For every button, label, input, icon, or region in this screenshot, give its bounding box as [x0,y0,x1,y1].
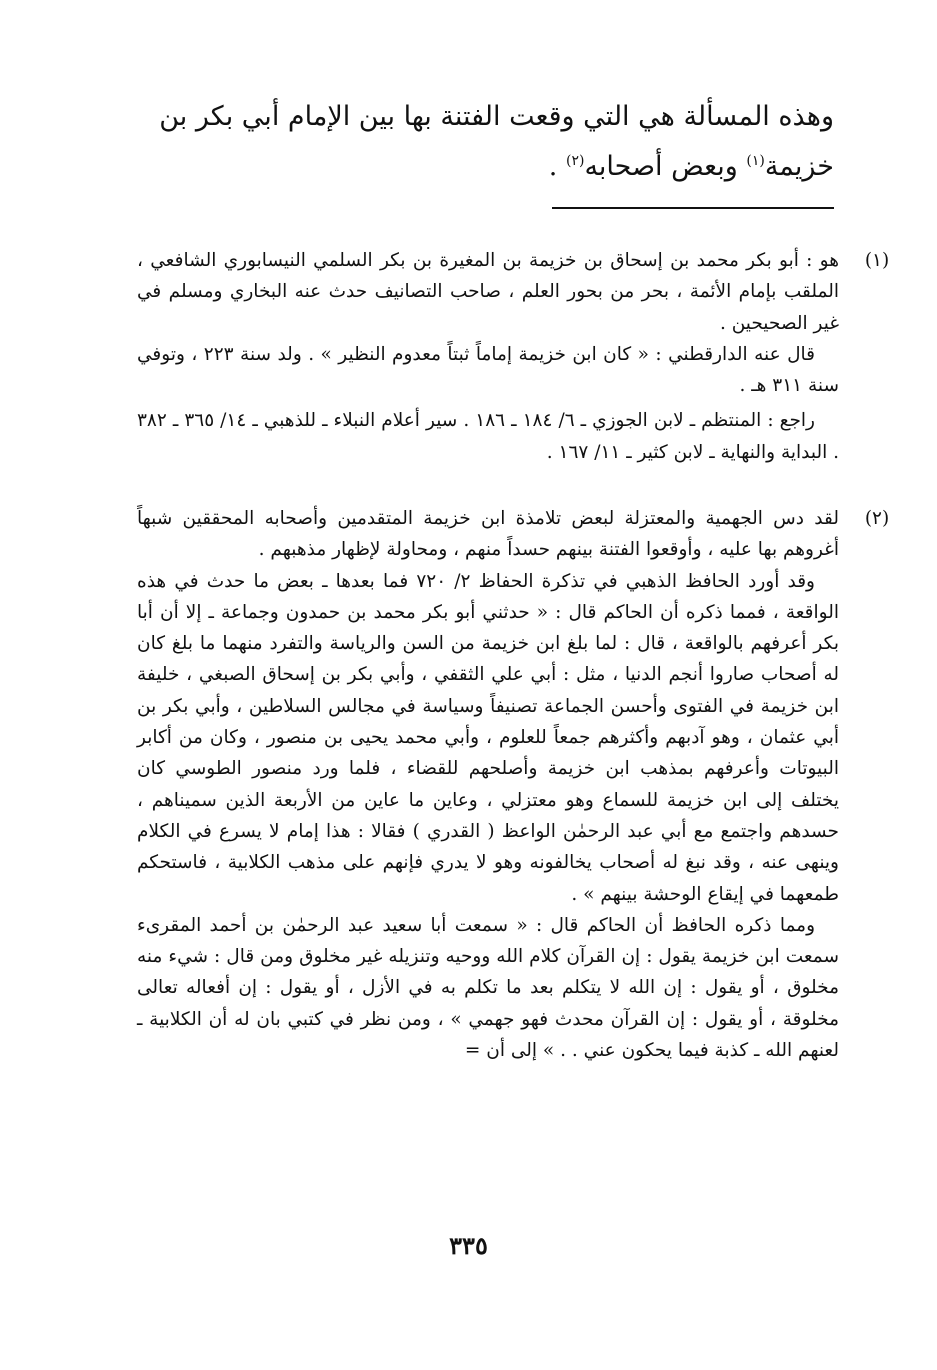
footnote-paragraph: ومما ذكره الحافظ أن الحاكم قال : « سمعت أبا سعيد عبد الرحمٰن بن أحمد المقرىء سمعت ابن خزيمة يقول : إن القرآن كلام الله ووحيه وتنزيله غير مخلوق ومن قال : شيء منه مخلوق ، أو يقول : إن الله لا يتكلم بعد ما تكلم به في الأزل ، أو يقول : إن أفعاله تعالى مخلوقة ، أو يقول : إن القرآن محدث فهو جهمي » ، ومن نظر في كتبي بان له أن الكلابية ـ لعنهم الله ـ كذبة فيما يحكون عني . . » إلى أن = [137,914,839,1062]
main-line-2-start: خزيمة [764,151,834,182]
main-line-1: وهذه المسألة هي التي وقعت الفتنة بها بين الإمام أبي بكر بن [159,101,834,132]
footnote-paragraph: قال عنه الدارقطني : « كان ابن خزيمة إماماً ثبتاً معدوم النظير » . ولد سنة ٢٢٣ ، وتوفي سنة ٣١١ هـ . [137,343,839,397]
footnote-number: (٢) [864,508,890,529]
footnote-paragraph: هو : أبو بكر محمد بن إسحاق بن خزيمة بن المغيرة بن بكر السلمي النيسابوري الشافعي ، الملقب بإمام الأئمة ، بحر من بحور العلم ، صاحب التصانيف حدث عنه البخاري ومسلم في غير الصحيحين . [137,250,839,334]
footnote-2 [137,503,890,1066]
footnote-paragraph: وقد أورد الحافظ الذهبي في تذكرة الحفاظ ٢/ ٧٢٠ فما بعدها ـ بعض ما حدث في هذه الواقعة ، فمما ذكره أن الحاكم قال : « حدثني أبو بكر محمد بن حمدون وجماعة ـ إلا أن أبا بكر أعرفهم بالواقعة ، قال : لما بلغ ابن خزيمة من السن والرياسة والتفرد منهما ما بلغ كان له أصحاب صاروا أنجم الدنيا ، مثل : أبي علي الثقفي ، وأبي بكر بن إسحاق الصبغي ، خليفة ابن خزيمة في الفتوى وأحسن الجماعة تصنيفاً وسياسة في مجالس السلاطين ، وأبي بكر بن أبي عثمان ، وهو آدبهم وأكثرهم جمعاً للعلوم ، وأبي محمد يحيى بن منصور ، وكان من أكابر البيوتات وأعرفهم بمذهب ابن خزيمة وأصلحهم للقضاء ، فلما ورد منصور الطوسي كان يختلف إلى ابن خزيمة للسماع وهو معتزلي ، وعاين ما عاين من الأربعة الذين سميناهم ، حسدهم واجتمع مع أبي عبد الرحمٰن الواعظ ( القدري ) فقالا : هذا إمام لا يسرع في الكلام وينهى عنه ، وقد نبغ له أصحاب يخالفونه وهو لا يدري فإنهم على مذهب الكلابية ، فاستحكم طمعهما في إيقاع الوحشة بينهم » . [137,570,839,905]
footnote-separator [552,207,834,209]
footnote-paragraph: راجع : المنتظم ـ لابن الجوزي ـ ٦/ ١٨٤ ـ ١٨٦ . سير أعلام النبلاء ـ للذهبي ـ ١٤/ ٣٦٥ ـ ٣٨٢ . البداية والنهاية ـ لابن كثير ـ ١١/ ١٦٧ . [137,410,839,463]
footnote-number: (١) [864,250,890,271]
main-line-2-middle: وبعض أصحابه [584,151,747,182]
main-paragraph [129,92,834,192]
footnote-ref-2[interactable]: (٢) [565,153,585,169]
page-number: ٣٣٥ [449,1231,488,1260]
main-line-2-end: . [548,151,566,182]
footnote-1 [137,245,890,468]
footnote-paragraph: لقد دس الجهمية والمعتزلة لبعض تلامذة ابن خزيمة المتقدمين وأصحابه المحققين شبهاً أغروهم بها عليه ، وأوقعوا الفتنة بينهم حسداً منهم ، ومحاولة لإظهار مذهبهم . [137,508,839,561]
footnote-ref-1[interactable]: (١) [746,153,765,169]
